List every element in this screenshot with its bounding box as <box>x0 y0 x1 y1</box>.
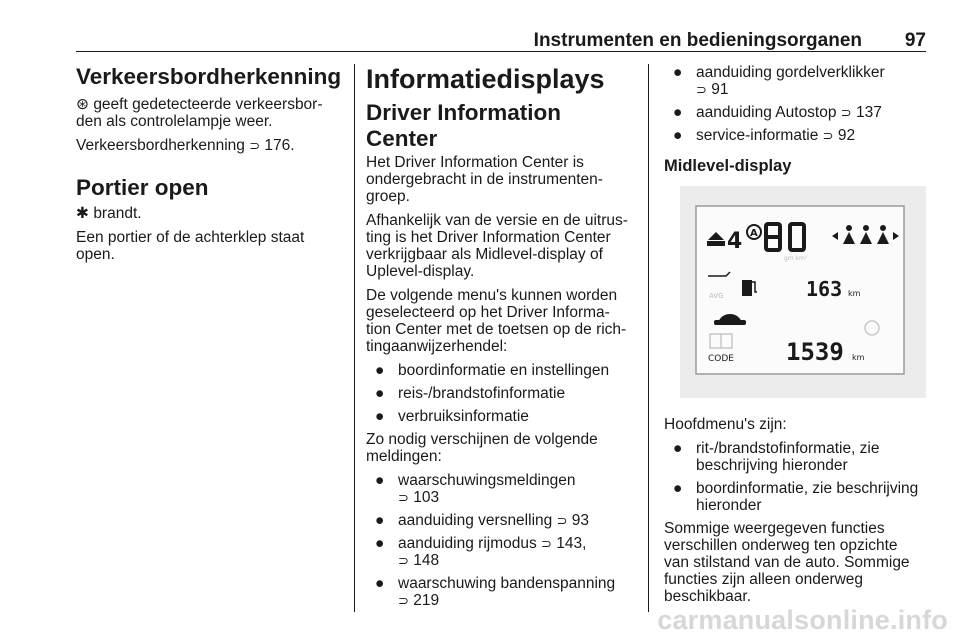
page-ref-icon: ⊃ <box>696 82 707 97</box>
gear-subtext: gm km² <box>784 255 808 262</box>
paragraph-dic-menus: De volgende menu's kunnen worden geselecteerd op het Driver Informa-tion Center met de toetsen op de rich-tingaanwijzerhendel: <box>366 287 627 355</box>
midlevel-display-illustration <box>680 186 926 398</box>
list-item: ● boordinformatie en instellingen <box>375 362 610 379</box>
column-divider-1 <box>354 64 355 612</box>
list-item: ● waarschuwing bandenspanning ⊃ 219 <box>375 575 616 609</box>
paragraph-traffic-sign-ref: Verkeersbordherkenning ⊃ 176. <box>76 137 295 154</box>
list-item: ● aanduiding Autostop ⊃ 137 <box>673 104 882 121</box>
range-value: 163 <box>806 277 843 301</box>
list-item: ● aanduiding versnelling ⊃ 93 <box>375 512 590 529</box>
paragraph-traffic-sign: ⊛ geeft gedetecteerde verkeersbor-den als controlelampje weer. <box>76 96 323 130</box>
list-item: ● boordinformatie, zie beschrijving hieronder <box>673 480 919 514</box>
page-ref-link[interactable]: 137 <box>856 104 882 121</box>
gear-digit: 4 <box>727 229 743 254</box>
page-ref-link[interactable]: 143, <box>556 535 587 552</box>
svg-text:A: A <box>750 228 758 239</box>
list-item: ● waarschuwingsmeldingen ⊃ 103 <box>375 472 576 506</box>
page-ref-link[interactable]: 103 <box>413 489 440 506</box>
page-ref-icon: ⊃ <box>840 105 852 120</box>
heading-portier-open: Portier open <box>76 175 209 200</box>
page-ref-icon: ⊃ <box>822 128 834 143</box>
page-ref-icon: ⊃ <box>398 553 409 568</box>
heading-midlevel-display: Midlevel-display <box>664 157 792 175</box>
paragraph-messages: Zo nodig verschijnen de volgende meldingen: <box>366 431 598 465</box>
door-open-icon: ✱ <box>76 205 89 222</box>
traffic-sign-icon: ⊛ <box>76 96 89 113</box>
column-divider-2 <box>648 64 649 612</box>
paragraph-dic-versions: Afhankelijk van de versie en de uitrus-ting is het Driver Information Center verkrijgbaar als Midlevel-display of Uplevel-display. <box>366 212 628 280</box>
page-ref-link[interactable]: 92 <box>837 127 856 144</box>
odometer-unit: km <box>852 353 865 362</box>
heading-informatiedisplays: Informatiedisplays <box>366 64 605 94</box>
paragraph-door-open: Een portier of de achterklep staat open. <box>76 229 305 263</box>
code-label: CODE <box>708 354 734 364</box>
page-ref-icon: ⊃ <box>398 490 409 505</box>
paragraph-main-menus: Hoofdmenu's zijn: <box>664 416 787 433</box>
page-ref-link[interactable]: 176. <box>264 137 295 154</box>
menu-list <box>366 362 632 425</box>
list-item: ● verbruiksinformatie <box>375 408 529 425</box>
header-rule <box>76 51 926 52</box>
main-menu-list <box>664 440 926 514</box>
odometer-value: 1539 <box>786 338 844 366</box>
range-unit: km <box>848 289 861 298</box>
page-ref-icon: ⊃ <box>556 513 568 528</box>
list-item: ● aanduiding rijmodus ⊃ 143, ⊃ 148 <box>375 535 587 569</box>
page-ref-link[interactable]: 148 <box>413 552 440 569</box>
list-item: ● reis-/brandstofinformatie <box>375 385 566 402</box>
watermark: carmanualsonline.info <box>657 605 948 635</box>
header-title: Instrumenten en bedieningsorganen <box>533 30 862 51</box>
page-header <box>76 30 926 52</box>
page-ref-link[interactable]: 93 <box>571 512 590 529</box>
column-1 <box>76 64 340 270</box>
heading-driver-information-center: Driver Information Center <box>366 100 562 151</box>
column-2 <box>366 64 632 615</box>
list-item: ● service-informatie ⊃ 92 <box>673 127 856 144</box>
message-list <box>366 472 632 609</box>
page-ref-icon: ⊃ <box>249 138 261 153</box>
list-item: ● aanduiding gordelverklikker ⊃ 91 <box>673 64 885 98</box>
column-3 <box>664 64 926 612</box>
page-ref-icon: ⊃ <box>398 593 409 608</box>
page-ref-link[interactable]: 91 <box>711 81 729 98</box>
avg-label: AVG <box>709 292 724 300</box>
heading-verkeersbordherkenning: Verkeersbordherkenning <box>76 64 342 89</box>
page-ref-icon: ⊃ <box>541 536 552 551</box>
indicator-list <box>664 64 926 144</box>
page-ref-link[interactable]: 219 <box>413 592 440 609</box>
list-item: ● rit-/brandstofinformatie, zie beschrijving hieronder <box>673 440 880 474</box>
paragraph-door-lamp: ✱ brandt. <box>76 205 142 222</box>
page-number: 97 <box>904 30 926 51</box>
paragraph-functions: Sommige weergegeven functies verschillen onderweg ten opzichte van stilstand van de auto. Sommige functies zijn alleen onderweg beschikbaar. <box>664 520 910 605</box>
paragraph-dic-location: Het Driver Information Center is ondergebracht in de instrumenten-groep. <box>366 154 603 205</box>
